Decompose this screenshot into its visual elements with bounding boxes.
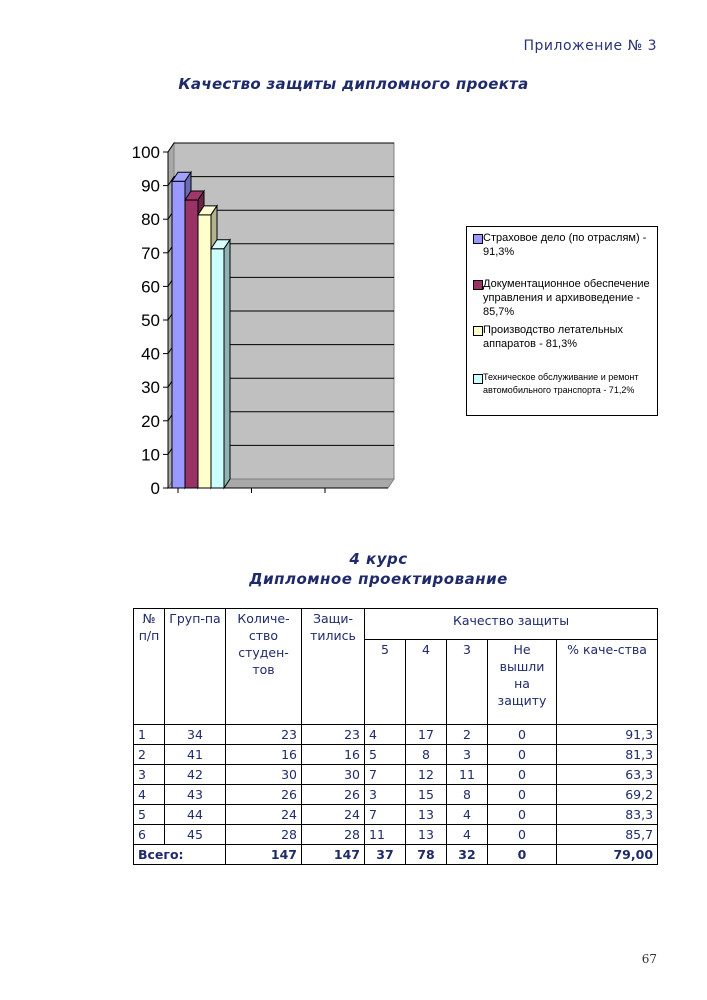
total-absent: 0	[488, 845, 557, 865]
header-defended: Защи-тились	[302, 609, 365, 725]
cell-g5: 7	[365, 765, 406, 785]
cell-g4: 8	[406, 745, 447, 765]
bar	[211, 240, 230, 488]
cell-group: 43	[165, 785, 226, 805]
legend-item	[473, 323, 665, 351]
cell-g3: 4	[447, 825, 488, 845]
chart-title: Качество защиты дипломного проекта	[178, 75, 529, 93]
table-row	[134, 765, 658, 785]
cell-g4: 13	[406, 805, 447, 825]
y-tick-label: 90	[141, 176, 160, 196]
header-grade-4: 4	[406, 640, 447, 725]
cell-g3: 3	[447, 745, 488, 765]
cell-group: 34	[165, 725, 226, 745]
cell-g3: 11	[447, 765, 488, 785]
cell-n: 6	[134, 825, 165, 845]
cell-absent: 0	[488, 765, 557, 785]
cell-count: 23	[226, 725, 302, 745]
cell-g4: 15	[406, 785, 447, 805]
cell-defended: 23	[302, 725, 365, 745]
total-count: 147	[226, 845, 302, 865]
total-label: Всего:	[134, 845, 226, 865]
cell-n: 4	[134, 785, 165, 805]
cell-defended: 16	[302, 745, 365, 765]
header-absent: Не вышли на защиту	[488, 640, 557, 725]
cell-g3: 8	[447, 785, 488, 805]
header-num: № п/п	[134, 609, 165, 725]
header-grade-3: 3	[447, 640, 488, 725]
y-tick-label: 0	[150, 479, 160, 498]
table-total-row	[134, 845, 658, 865]
cell-n: 3	[134, 765, 165, 785]
cell-g5: 11	[365, 825, 406, 845]
legend-label: Техническое обслуживание и ремонт автомобильного транспорта - 71,2%	[483, 372, 639, 395]
bar-front	[211, 249, 224, 488]
cell-count: 28	[226, 825, 302, 845]
bar-front	[198, 215, 211, 488]
y-tick-label: 30	[141, 378, 160, 398]
table-row	[134, 745, 658, 765]
cell-absent: 0	[488, 805, 557, 825]
chart-legend	[466, 226, 658, 416]
cell-g4: 12	[406, 765, 447, 785]
cell-count: 30	[226, 765, 302, 785]
cell-g4: 17	[406, 725, 447, 745]
cell-g5: 7	[365, 805, 406, 825]
header-count: Количе-ство студен-тов	[226, 609, 302, 725]
table-row	[134, 825, 658, 845]
bar-front	[185, 200, 198, 488]
cell-absent: 0	[488, 725, 557, 745]
legend-item	[473, 277, 665, 319]
y-tick-label: 50	[141, 311, 160, 330]
cell-defended: 24	[302, 805, 365, 825]
total-defended: 147	[302, 845, 365, 865]
cell-g5: 3	[365, 785, 406, 805]
cell-count: 24	[226, 805, 302, 825]
cell-absent: 0	[488, 785, 557, 805]
header-quality: Качество защиты	[365, 609, 658, 640]
page-number: 67	[641, 952, 657, 966]
cell-count: 26	[226, 785, 302, 805]
table-row	[134, 805, 658, 825]
legend-item	[473, 231, 665, 259]
cell-pct: 85,7	[557, 825, 658, 845]
y-tick-label: 40	[141, 344, 160, 364]
cell-pct: 83,3	[557, 805, 658, 825]
cell-absent: 0	[488, 825, 557, 845]
legend-swatch-1	[473, 234, 483, 244]
header-grade-5: 5	[365, 640, 406, 725]
legend-swatch-3	[473, 326, 483, 336]
cell-g3: 4	[447, 805, 488, 825]
cell-pct: 91,3	[557, 725, 658, 745]
total-g4: 78	[406, 845, 447, 865]
header-percent: % каче-ства	[557, 640, 658, 725]
legend-swatch-4	[473, 374, 483, 384]
table-header-row	[134, 609, 658, 640]
cell-g4: 13	[406, 825, 447, 845]
cell-defended: 28	[302, 825, 365, 845]
bar-front	[172, 181, 185, 488]
y-tick-label: 10	[141, 445, 160, 465]
cell-pct: 81,3	[557, 745, 658, 765]
course-title: 4 курс	[349, 550, 408, 568]
total-g3: 32	[447, 845, 488, 865]
legend-swatch-2	[473, 280, 483, 290]
y-tick-label: 20	[141, 411, 160, 431]
cell-pct: 69,2	[557, 785, 658, 805]
legend-item	[473, 371, 665, 397]
bar-side	[224, 240, 230, 488]
cell-n: 1	[134, 725, 165, 745]
y-tick-label: 70	[141, 243, 160, 263]
y-tick-label: 100	[131, 143, 160, 162]
y-tick-label: 80	[141, 210, 160, 230]
cell-defended: 30	[302, 765, 365, 785]
cell-group: 42	[165, 765, 226, 785]
appendix-label: Приложение № 3	[523, 38, 657, 54]
legend-label: Документационное обеспечение управления и архивоведение - 85,7%	[483, 278, 650, 318]
bar-chart	[110, 140, 470, 500]
cell-group: 41	[165, 745, 226, 765]
cell-absent: 0	[488, 745, 557, 765]
cell-pct: 63,3	[557, 765, 658, 785]
cell-n: 2	[134, 745, 165, 765]
results-table	[133, 608, 658, 865]
cell-count: 16	[226, 745, 302, 765]
table-row	[134, 725, 658, 745]
cell-defended: 26	[302, 785, 365, 805]
legend-label: Производство летательных аппаратов - 81,3%	[483, 324, 624, 350]
cell-g5: 4	[365, 725, 406, 745]
cell-group: 45	[165, 825, 226, 845]
cell-g3: 2	[447, 725, 488, 745]
legend-label: Страховое дело (по отраслям) - 91,3%	[483, 232, 647, 258]
cell-g5: 5	[365, 745, 406, 765]
total-percent: 79,00	[557, 845, 658, 865]
y-tick-label: 60	[141, 277, 160, 297]
table-row	[134, 785, 658, 805]
cell-n: 5	[134, 805, 165, 825]
total-g5: 37	[365, 845, 406, 865]
header-group: Груп-па	[165, 609, 226, 725]
cell-group: 44	[165, 805, 226, 825]
section-title: Дипломное проектирование	[249, 570, 508, 588]
